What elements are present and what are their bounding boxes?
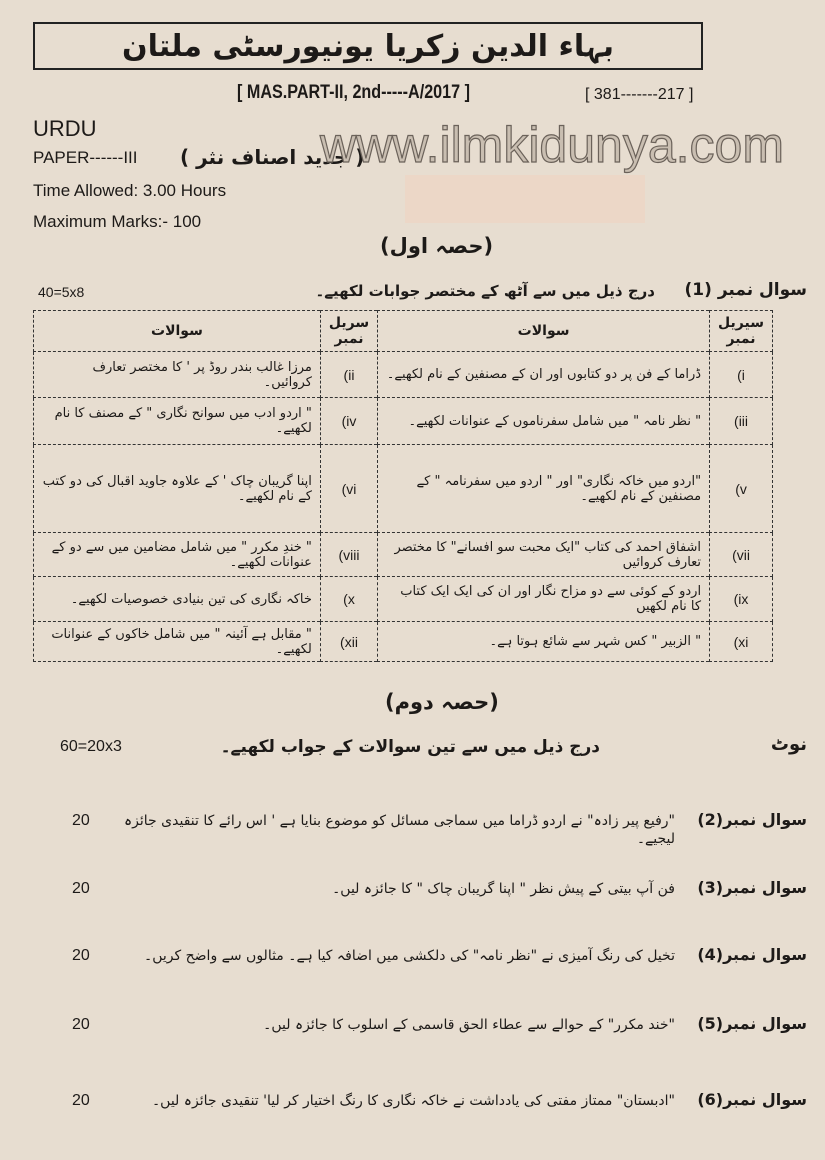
question-text: فن آپ بیتی کے پیش نظر " اپنا گریبان چاک " کا جائزہ لیں۔ [332,881,675,897]
maximum-marks: Maximum Marks:- 100 [33,212,202,231]
question-marks: 20 [72,812,90,829]
question-1-label: سوال نمبر (1) [684,280,807,300]
question: اشفاق احمد کی کتاب "ایک محبت سو افسانے" کا مختصر تعارف کروائیں [378,533,710,577]
part-two-marks: 60=20x3 [60,738,122,755]
table-row [34,533,773,577]
watermark: www.ilmkidunya.com [320,117,785,173]
question-text: تخیل کی رنگ آمیزی نے "نظر نامہ" کی دلکشی میں اضافہ کیا ہے۔ مثالوں سے واضح کریں۔ [144,948,675,964]
question: "اردو میں خاکہ نگاری" اور " اردو میں سفرنامہ " کے مصنفین کے نام لکھیے۔ [378,445,710,533]
long-question [0,1014,825,1044]
paper-reference: [ 381-------217 ] [585,86,694,103]
long-question [0,878,825,908]
serial: (viii [320,533,377,577]
redacted-area [405,175,645,223]
serial: (i [710,352,773,398]
long-question [0,1090,825,1120]
table-header [34,311,773,352]
table-row [34,445,773,533]
question: " مقابل ہے آئینہ " میں شامل خاکوں کے عنوانات لکھیے۔ [34,622,321,662]
part-two-instruction: درج ذیل میں سے تین سوالات کے جواب لکھیے۔ [220,737,600,757]
question-1-instruction: درج ذیل میں سے آٹھ کے مختصر جوابات لکھیے۔ [315,282,655,300]
question: " خندِ مکرر " میں شامل مضامین میں سے دو کے عنوانات لکھیے۔ [34,533,321,577]
question: اپنا گریبان چاک ' کے علاوہ جاوید اقبال کی دو کتب کے نام لکھیے۔ [34,445,321,533]
header-questions: سوالات [378,311,710,352]
table-row [34,622,773,662]
question-marks: 20 [72,880,90,897]
question-label: سوال نمبر(5) [697,1014,807,1033]
question-1-marks: 40=5x8 [38,284,85,300]
table-row [34,577,773,622]
question-text: "خند مکرر" کے حوالے سے عطاء الحق قاسمی کے اسلوب کا جائزہ لیں۔ [263,1017,675,1033]
time-allowed: Time Allowed: 3.00 Hours [33,181,227,200]
long-question [0,810,825,847]
table-row [34,398,773,445]
serial: (vii [710,533,773,577]
exam-code: [ MAS.PART-II, 2nd-----A/2017 ] [237,82,470,103]
paper-title: ( جدید اصناف نثر ) [180,145,365,169]
header-questions-2: سوالات [34,311,321,352]
table-row [34,352,773,398]
question-label: سوال نمبر(6) [697,1090,807,1109]
question: مرزا غالب بندر روڈ پر ' کا مختصر تعارف کروائیں۔ [34,352,321,398]
short-questions-table [33,310,773,662]
question-marks: 20 [72,1016,90,1033]
part-two-heading: (حصہ دوم) [385,690,499,714]
question: اردو کے کوئی سے دو مزاح نگار اور ان کی ایک ایک کتاب کا نام لکھیں [378,577,710,622]
question-label: سوال نمبر(4) [697,945,807,964]
question-text: "ادبستان" ممتاز مفتی کی یادداشت نے خاکہ نگاری کا رنگ اختیار کر لیا' تنقیدی جائزہ لیں۔ [151,1093,675,1109]
question: ڈراما کے فن پر دو کتابوں اور ان کے مصنفین کے نام لکھیے۔ [378,352,710,398]
paper-number: PAPER------III [33,148,138,167]
question-marks: 20 [72,947,90,964]
serial: (xii [320,622,377,662]
question: خاکہ نگاری کی تین بنیادی خصوصیات لکھیے۔ [34,577,321,622]
question-label: سوال نمبر(2) [697,810,807,829]
question-marks: 20 [72,1092,90,1109]
long-question [0,945,825,975]
header-serial-2: سریل نمبر [320,311,377,352]
serial: (iv [320,398,377,445]
serial: (ix [710,577,773,622]
serial: (x [320,577,377,622]
question-text: "رفیع پیر زادہ" نے اردو ڈراما میں سماجی مسائل کو موضوع بنایا ہے ' اس رائے کا تنقیدی جائزہ لیجیے۔ [123,813,675,847]
question: " نظر نامہ " میں شامل سفرناموں کے عنوانات لکھیے۔ [378,398,710,445]
serial: (iii [710,398,773,445]
note-label: نوٹ [770,734,807,755]
question-label: سوال نمبر(3) [697,878,807,897]
part-one-heading: (حصہ اول) [380,234,494,258]
subject: URDU [33,116,97,141]
question: " الزبیر " کس شہر سے شائع ہوتا ہے۔ [378,622,710,662]
question: " اردو ادب میں سوانح نگاری " کے مصنف کا نام لکھیے۔ [34,398,321,445]
university-title: بہاء الدین زکریا یونیورسٹی ملتان [33,22,703,70]
serial: (ii [320,352,377,398]
serial: (xi [710,622,773,662]
serial: (v [710,445,773,533]
serial: (vi [320,445,377,533]
header-serial: سیریل نمبر [710,311,773,352]
